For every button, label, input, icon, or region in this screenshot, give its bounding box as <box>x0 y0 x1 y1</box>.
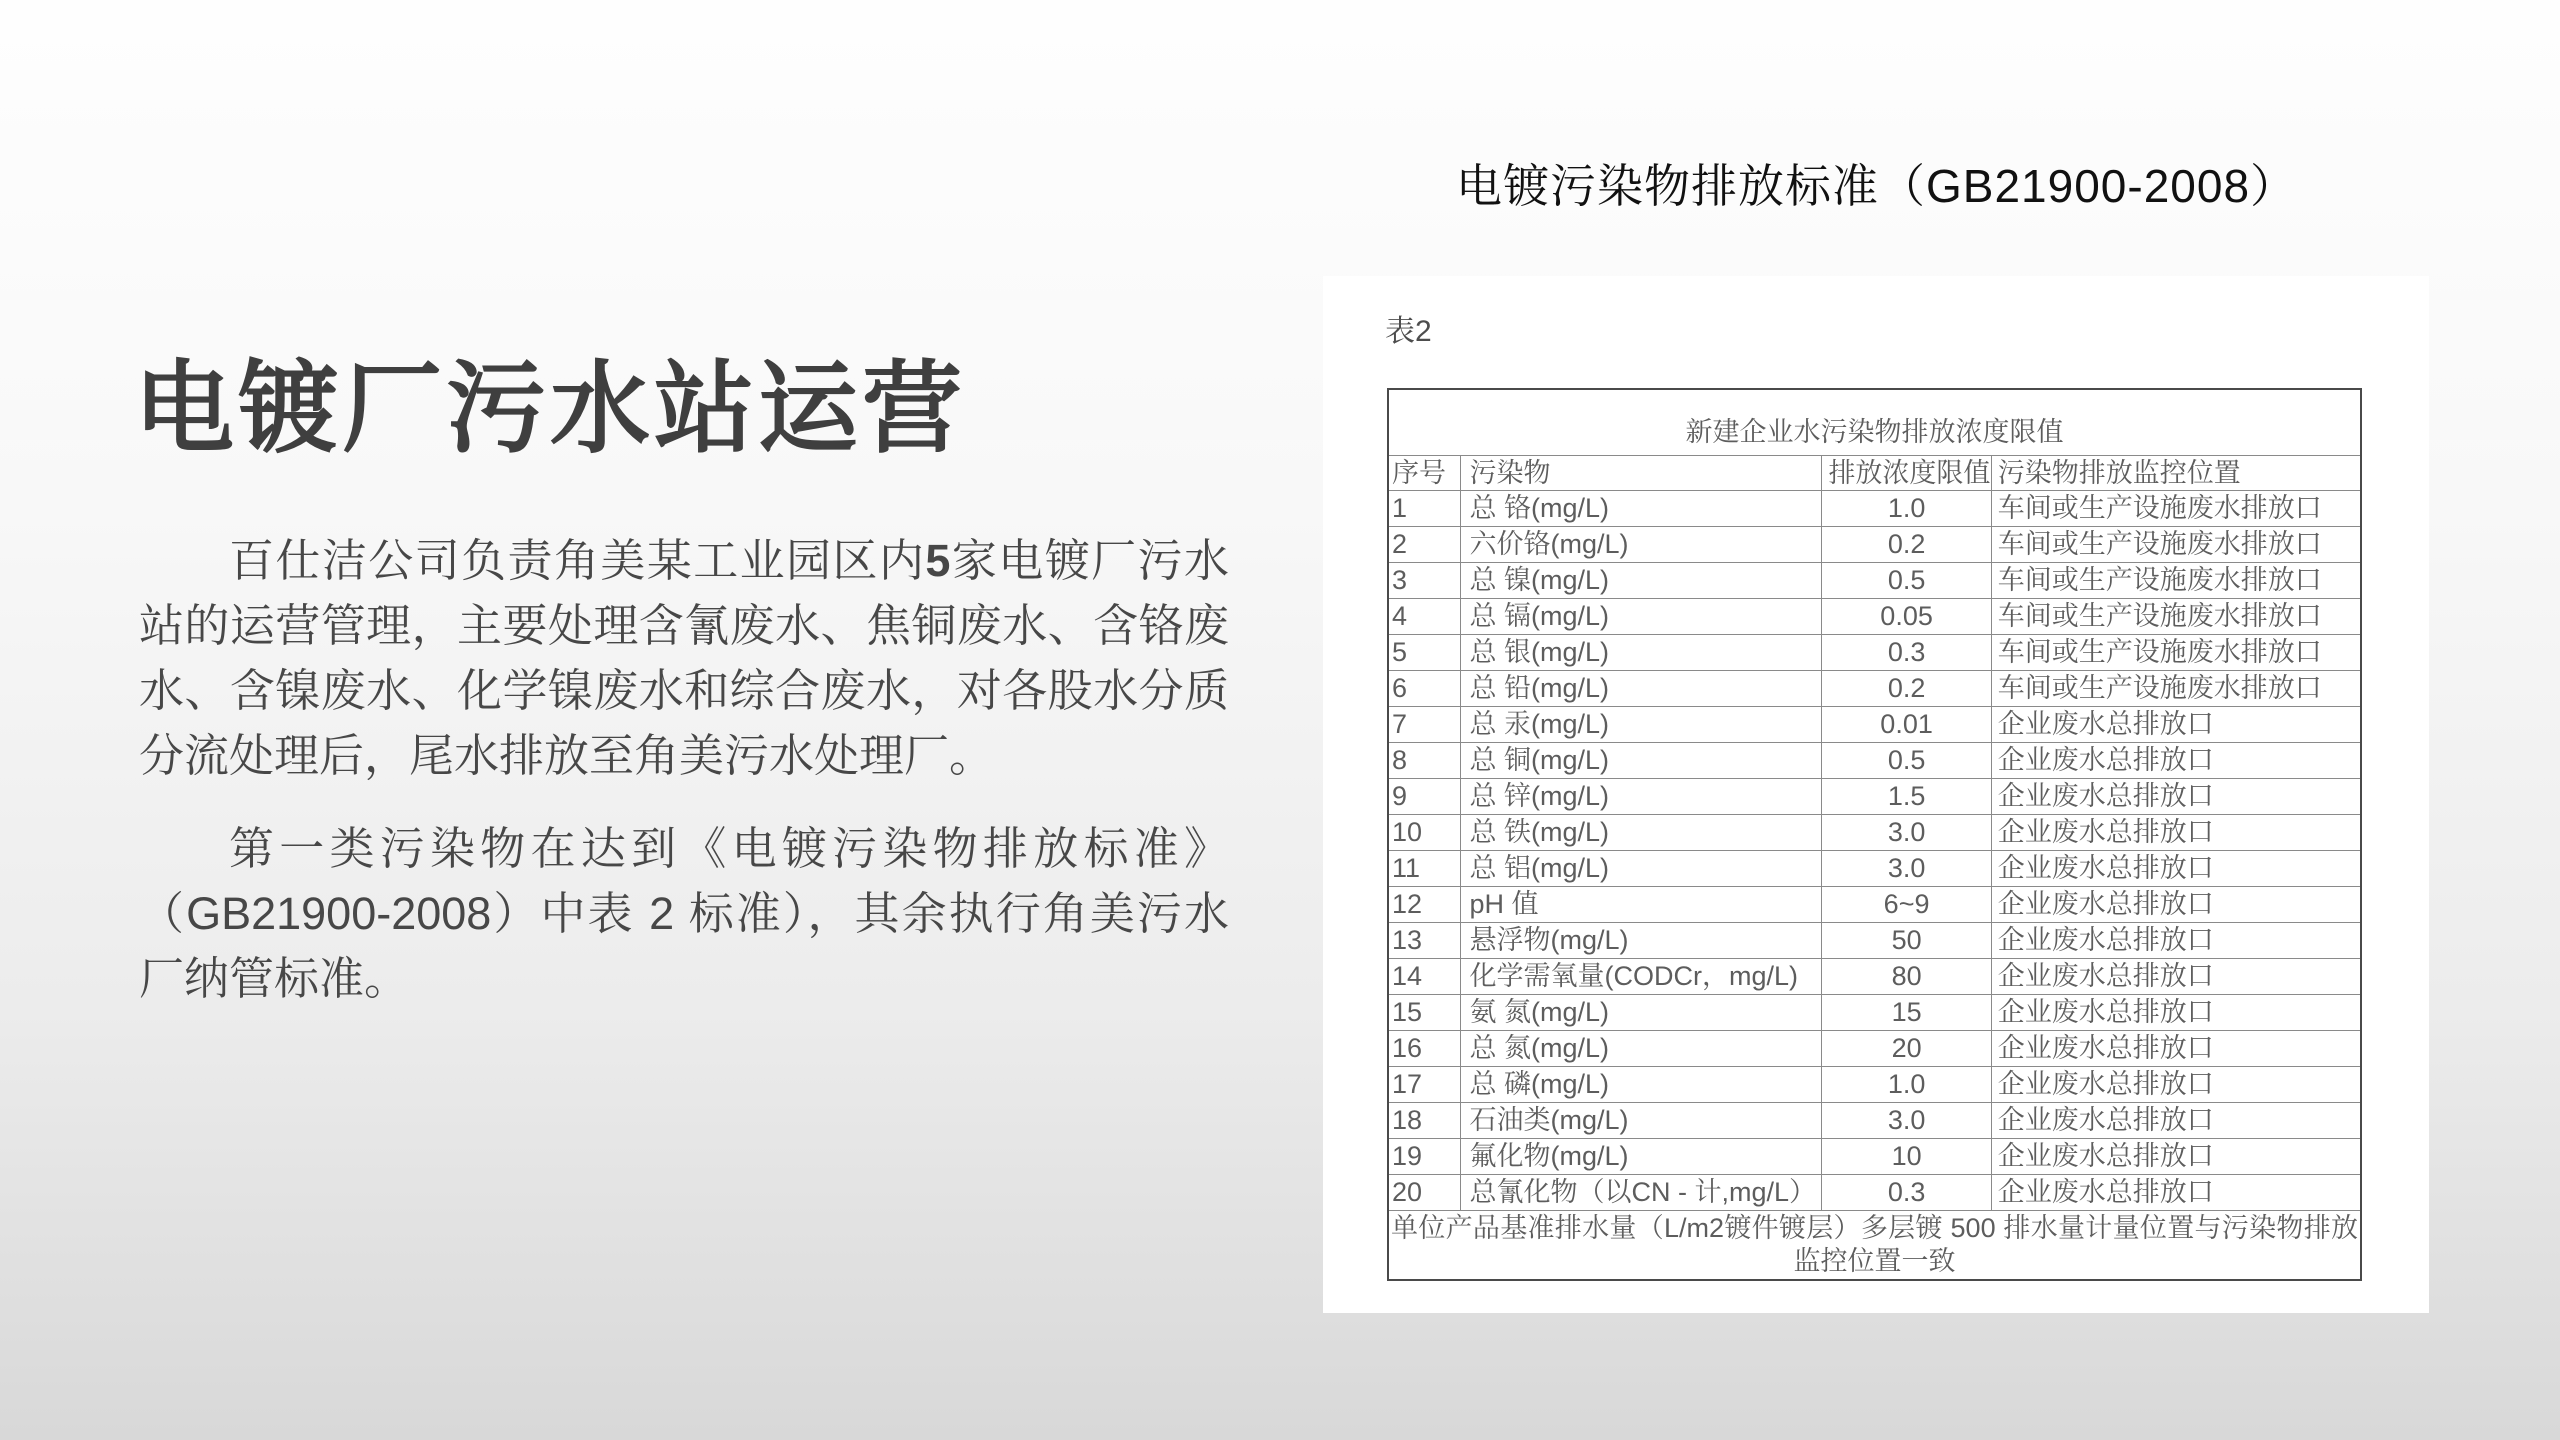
location-cell: 车间或生产设施废水排放口 <box>1991 670 2361 706</box>
location-cell: 企业废水总排放口 <box>1991 778 2361 814</box>
row-index-cell: 20 <box>1388 1174 1461 1210</box>
limit-cell: 0.3 <box>1822 634 1991 670</box>
row-index-cell: 2 <box>1388 526 1461 562</box>
table-row <box>1388 958 2361 994</box>
col-header-limit: 排放浓度限值 <box>1822 455 1991 490</box>
pollutant-cell: 总 铬(mg/L) <box>1461 490 1822 526</box>
pollutant-cell: 总 镉(mg/L) <box>1461 598 1822 634</box>
table-footer-note: 单位产品基准排水量（L/m2镀件镀层）多层镀 500 排水量计量位置与污染物排放监控位置一致 <box>1388 1210 2361 1280</box>
location-cell: 企业废水总排放口 <box>1991 706 2361 742</box>
limit-cell: 3.0 <box>1822 814 1991 850</box>
row-index-cell: 7 <box>1388 706 1461 742</box>
limit-cell: 1.5 <box>1822 778 1991 814</box>
limit-cell: 3.0 <box>1822 850 1991 886</box>
pollutant-cell: 总氰化物（以CN - 计,mg/L） <box>1461 1174 1822 1210</box>
row-index-cell: 3 <box>1388 562 1461 598</box>
limit-cell: 1.0 <box>1822 490 1991 526</box>
table-title: 新建企业水污染物排放浓度限值 <box>1388 389 2361 455</box>
limit-cell: 0.5 <box>1822 562 1991 598</box>
row-index-cell: 19 <box>1388 1138 1461 1174</box>
row-index-cell: 8 <box>1388 742 1461 778</box>
limit-cell: 50 <box>1822 922 1991 958</box>
table-label: 表2 <box>1385 315 1432 348</box>
body-text <box>139 528 1229 1039</box>
col-header-index: 序号 <box>1388 455 1461 490</box>
table-row <box>1388 994 2361 1030</box>
col-header-pollutant: 污染物 <box>1461 455 1822 490</box>
page-title: 电镀厂污水站运营 <box>134 353 966 465</box>
pollutant-cell: 总 氮(mg/L) <box>1461 1030 1822 1066</box>
table-row <box>1388 1030 2361 1066</box>
pollutant-cell: 总 铝(mg/L) <box>1461 850 1822 886</box>
row-index-cell: 17 <box>1388 1066 1461 1102</box>
location-cell: 车间或生产设施废水排放口 <box>1991 490 2361 526</box>
location-cell: 企业废水总排放口 <box>1991 886 2361 922</box>
table-row <box>1388 598 2361 634</box>
location-cell: 企业废水总排放口 <box>1991 1174 2361 1210</box>
pollutant-cell: 总 铅(mg/L) <box>1461 670 1822 706</box>
table-row <box>1388 1174 2361 1210</box>
table-row <box>1388 1066 2361 1102</box>
pollutant-cell: 总 铁(mg/L) <box>1461 814 1822 850</box>
location-cell: 企业废水总排放口 <box>1991 1102 2361 1138</box>
row-index-cell: 11 <box>1388 850 1461 886</box>
pollutant-cell: 总 镍(mg/L) <box>1461 562 1822 598</box>
limit-cell: 0.3 <box>1822 1174 1991 1210</box>
row-index-cell: 1 <box>1388 490 1461 526</box>
table-row <box>1388 634 2361 670</box>
paragraph-1-suffix: 家电镀厂污水站的运营管理，主要处理含氰废水、焦铜废水、含铬废水、含镍废水、化学镍废水和综合废水，对各股水分质分流处理后，尾水排放至角美污水处理厂。 <box>139 535 1229 781</box>
paragraph-1-highlight: 5 <box>925 535 951 586</box>
table-body <box>1388 490 2361 1210</box>
standards-table <box>1387 388 2362 1281</box>
row-index-cell: 9 <box>1388 778 1461 814</box>
table-row <box>1388 814 2361 850</box>
standard-caption: 电镀污染物排放标准（GB21900-2008） <box>1456 160 2298 212</box>
limit-cell: 80 <box>1822 958 1991 994</box>
table-row <box>1388 922 2361 958</box>
row-index-cell: 12 <box>1388 886 1461 922</box>
pollutant-cell: 总 锌(mg/L) <box>1461 778 1822 814</box>
pollutant-cell: 总 银(mg/L) <box>1461 634 1822 670</box>
pollutant-cell: 石油类(mg/L) <box>1461 1102 1822 1138</box>
location-cell: 企业废水总排放口 <box>1991 1030 2361 1066</box>
row-index-cell: 13 <box>1388 922 1461 958</box>
body-paragraph-1 <box>139 528 1229 788</box>
pollutant-cell: 氨 氮(mg/L) <box>1461 994 1822 1030</box>
row-index-cell: 15 <box>1388 994 1461 1030</box>
table-row <box>1388 1138 2361 1174</box>
table-row <box>1388 562 2361 598</box>
table-row <box>1388 850 2361 886</box>
location-cell: 车间或生产设施废水排放口 <box>1991 526 2361 562</box>
limit-cell: 3.0 <box>1822 1102 1991 1138</box>
pollutant-cell: 化学需氧量(CODCr，mg/L) <box>1461 958 1822 994</box>
location-cell: 企业废水总排放口 <box>1991 958 2361 994</box>
location-cell: 企业废水总排放口 <box>1991 1066 2361 1102</box>
location-cell: 企业废水总排放口 <box>1991 922 2361 958</box>
pollutant-cell: 氟化物(mg/L) <box>1461 1138 1822 1174</box>
location-cell: 企业废水总排放口 <box>1991 814 2361 850</box>
paragraph-1-prefix: 百仕洁公司负责角美某工业园区内 <box>229 535 926 586</box>
limit-cell: 1.0 <box>1822 1066 1991 1102</box>
pollutant-cell: 总 磷(mg/L) <box>1461 1066 1822 1102</box>
limit-cell: 0.2 <box>1822 670 1991 706</box>
pollutant-cell: 六价铬(mg/L) <box>1461 526 1822 562</box>
location-cell: 企业废水总排放口 <box>1991 742 2361 778</box>
table-row <box>1388 886 2361 922</box>
table-row <box>1388 526 2361 562</box>
table-row <box>1388 490 2361 526</box>
pollutant-cell: 总 铜(mg/L) <box>1461 742 1822 778</box>
col-header-location: 污染物排放监控位置 <box>1991 455 2361 490</box>
location-cell: 企业废水总排放口 <box>1991 850 2361 886</box>
table-footer-row <box>1388 1210 2361 1280</box>
limit-cell: 0.5 <box>1822 742 1991 778</box>
limit-cell: 10 <box>1822 1138 1991 1174</box>
row-index-cell: 14 <box>1388 958 1461 994</box>
pollutant-cell: 悬浮物(mg/L) <box>1461 922 1822 958</box>
table-title-row <box>1388 389 2361 455</box>
location-cell: 车间或生产设施废水排放口 <box>1991 598 2361 634</box>
location-cell: 车间或生产设施废水排放口 <box>1991 562 2361 598</box>
row-index-cell: 16 <box>1388 1030 1461 1066</box>
location-cell: 企业废水总排放口 <box>1991 1138 2361 1174</box>
limit-cell: 0.01 <box>1822 706 1991 742</box>
table-row <box>1388 778 2361 814</box>
limit-cell: 0.2 <box>1822 526 1991 562</box>
row-index-cell: 4 <box>1388 598 1461 634</box>
row-index-cell: 18 <box>1388 1102 1461 1138</box>
limit-cell: 6~9 <box>1822 886 1991 922</box>
table-row <box>1388 1102 2361 1138</box>
row-index-cell: 5 <box>1388 634 1461 670</box>
pollutant-cell: 总 汞(mg/L) <box>1461 706 1822 742</box>
pollutant-cell: pH 值 <box>1461 886 1822 922</box>
row-index-cell: 10 <box>1388 814 1461 850</box>
body-paragraph-2: 第一类污染物在达到《电镀污染物排放标准》（GB21900-2008）中表 2 标准），其余执行角美污水厂纳管标准。 <box>139 823 1229 1004</box>
table-row <box>1388 670 2361 706</box>
limit-cell: 15 <box>1822 994 1991 1030</box>
row-index-cell: 6 <box>1388 670 1461 706</box>
limit-cell: 0.05 <box>1822 598 1991 634</box>
limit-cell: 20 <box>1822 1030 1991 1066</box>
table-row <box>1388 742 2361 778</box>
table-header-row <box>1388 455 2361 490</box>
location-cell: 车间或生产设施废水排放口 <box>1991 634 2361 670</box>
table-row <box>1388 706 2361 742</box>
location-cell: 企业废水总排放口 <box>1991 994 2361 1030</box>
table-panel <box>1323 276 2429 1313</box>
